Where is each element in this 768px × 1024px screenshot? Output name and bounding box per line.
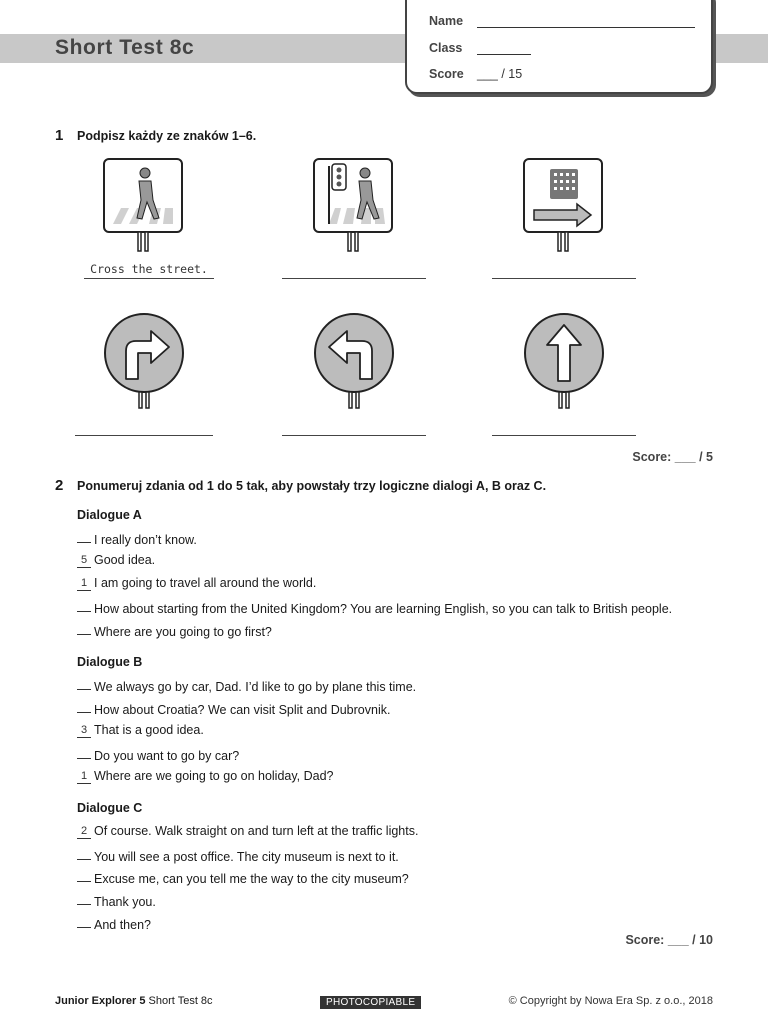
number-blank[interactable] [77,599,91,612]
dialogue-line-text: How about starting from the United Kingdom? You are learning English, so you can talk to British people. [94,602,673,616]
dialogue-c-title: Dialogue C [77,801,143,815]
dialogue-line-text: Do you want to go by car? [94,749,240,763]
number-blank[interactable] [77,847,91,860]
class-label: Class [429,41,463,55]
answer-line-5[interactable] [282,435,426,436]
dialogue-line-text: Where are you going to go first? [94,625,272,639]
answer-line-6[interactable] [492,435,636,436]
dialogue-line-text: How about Croatia? We can visit Split and Dubrovnik. [94,703,391,717]
exercise-2-instruction: Ponumeruj zdania od 1 do 5 tak, aby powstały trzy logiczne dialogi A, B oraz C. [77,479,547,493]
dialogue-line-text: We always go by car, Dad. I’d like to go by plane this time. [94,680,417,694]
exercise-2-number: 2 [55,477,64,494]
footer-test-name: Short Test 8c [148,995,213,1007]
footer-copyright: © Copyright by Nowa Era Sp. z o.o., 2018 [508,995,713,1007]
dialogue-line [77,622,272,639]
number-blank[interactable]: 3 [77,725,91,738]
dialogue-line [77,892,156,909]
dialogue-line [77,869,409,886]
pedestrian-crossing-sign-icon [99,156,189,256]
footer-book-title: Junior Explorer 5 [55,995,146,1007]
number-blank[interactable] [77,892,91,905]
traffic-light-crossing-sign-icon [309,156,399,256]
score-label: Score [429,67,464,81]
dialogue-line [77,824,418,839]
dialogue-line [77,746,239,763]
exercise-2-score: Score: ___ / 10 [625,933,713,947]
go-straight-sign-icon [519,313,609,413]
number-blank[interactable] [77,869,91,882]
dialogue-line-text: And then? [94,918,151,932]
example-answer: Cross the street. [90,262,208,276]
dialogue-line-text: I am going to travel all around the world. [94,576,317,590]
number-blank[interactable] [77,677,91,690]
photocopiable-badge: PHOTOCOPIABLE [320,996,421,1009]
answer-line-2[interactable] [282,278,426,279]
dialogue-line [77,677,416,694]
exercise-1-score: Score: ___ / 5 [632,450,713,464]
student-info-box [405,0,713,94]
name-label: Name [429,14,464,28]
dialogue-line [77,700,390,717]
number-blank[interactable] [77,915,91,928]
number-blank[interactable]: 1 [77,771,91,784]
dialogue-line-text: Of course. Walk straight on and turn left at the traffic lights. [94,824,419,838]
dialogue-line [77,769,334,784]
number-blank[interactable] [77,746,91,759]
answer-line-3[interactable] [492,278,636,279]
answer-line-1[interactable] [84,278,214,279]
dialogue-b-title: Dialogue B [77,655,143,669]
turn-right-sign-icon [99,313,189,413]
number-blank[interactable] [77,622,91,635]
dialogue-line [77,915,151,932]
dialogue-a-title: Dialogue A [77,508,142,522]
number-blank[interactable] [77,530,91,543]
dialogue-line-text: I really don’t know. [94,533,197,547]
exercise-1-instruction: Podpisz każdy ze znaków 1–6. [77,129,257,143]
dialogue-line [77,576,316,591]
dialogue-line [77,553,155,568]
dialogue-line [77,530,197,547]
dialogue-line-text: Excuse me, can you tell me the way to the city museum? [94,872,409,886]
footer-book-info [55,995,213,1007]
number-blank[interactable]: 2 [77,826,91,839]
number-blank[interactable]: 1 [77,578,91,591]
dialogue-line [77,599,672,616]
turn-left-sign-icon [309,313,399,413]
dialogue-line-text: Thank you. [94,895,156,909]
answer-line-4[interactable] [75,435,213,436]
page-title: Short Test 8c [55,36,195,59]
dialogue-line-text: Good idea. [94,553,156,567]
number-blank[interactable]: 5 [77,555,91,568]
number-blank[interactable] [77,700,91,713]
dialogue-line-text: That is a good idea. [94,723,204,737]
dialogue-line-text: You will see a post office. The city museum is next to it. [94,850,399,864]
building-arrow-sign-icon [519,156,609,256]
class-field[interactable] [477,54,531,55]
dialogue-line-text: Where are we going to go on holiday, Dad? [94,769,334,783]
exercise-1-number: 1 [55,127,64,144]
score-total: ___ / 15 [477,67,523,81]
dialogue-line [77,723,204,738]
name-field[interactable] [477,27,695,28]
dialogue-line [77,847,399,864]
